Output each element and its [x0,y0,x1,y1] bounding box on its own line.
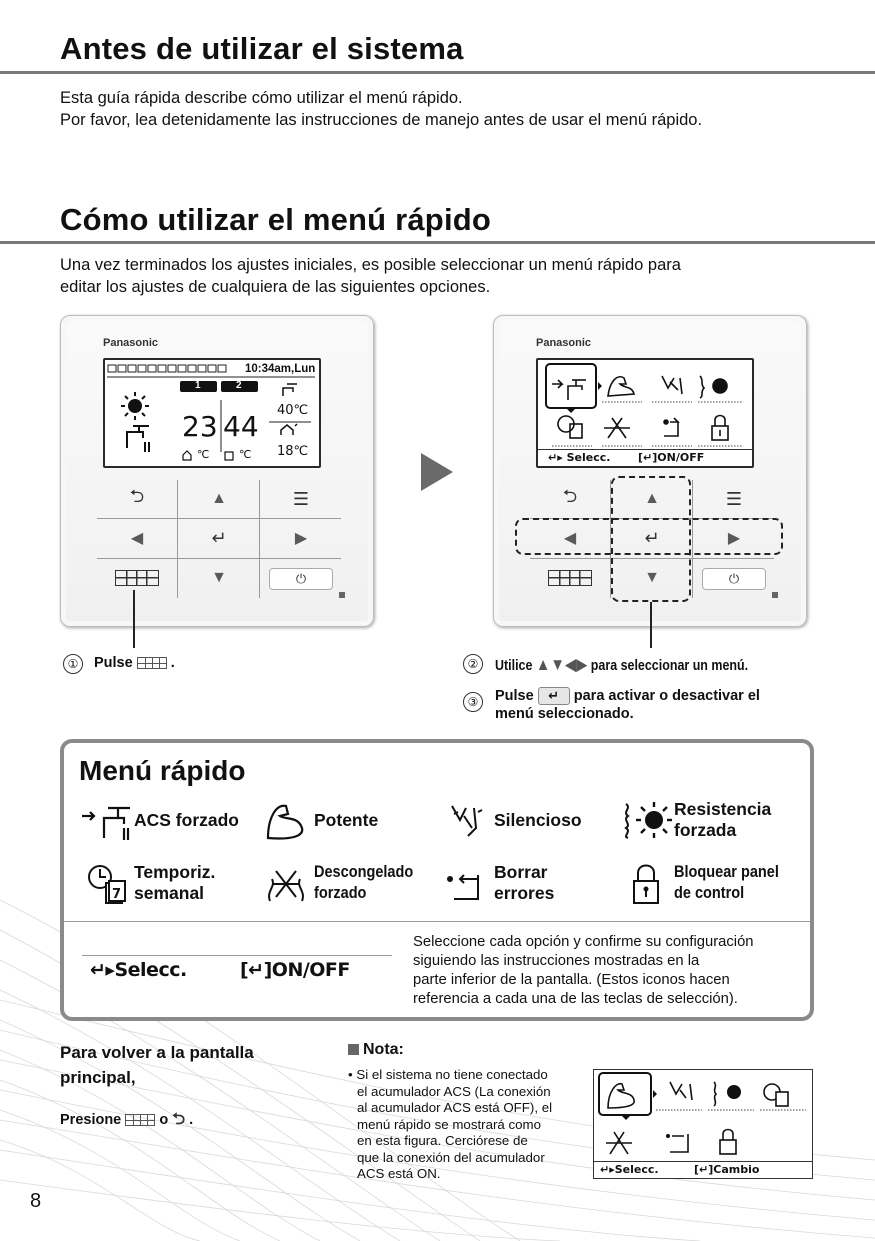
menu-item-lock-panel [618,861,793,905]
lcd-statusbar [538,449,752,466]
intro-line-1: Esta guía rápida describe cómo utilizar el menú rápido. [60,89,463,107]
quick-menu-icon [125,1114,155,1126]
menu-item-dhw-forced [78,798,239,842]
svg-text:7: 7 [112,887,122,902]
menu-item-label: Temporiz. semanal [134,862,216,903]
left-button-right[interactable]: ◀ [563,530,577,547]
power-button[interactable]: ⏻ [269,568,333,590]
tap-icon [127,426,149,452]
note-text: • Si el sistema no tiene conectado el acumulador ACS (La conexión al acumulador ACS está OFF), el menú rápido se mostrará como en esta figura. Cerciórese de que la conexión del acumulador ACS está ON. [348,1067,553,1181]
menu-item-quiet [438,798,582,842]
quick-menu-icon [548,570,592,586]
unit-1: ℃ [197,449,210,461]
left-button[interactable]: ◀ [130,530,144,547]
title-rule-2 [0,241,875,244]
quick-menu-divider [64,921,810,922]
howto-line-1: Una vez terminados los ajustes iniciales, es posible seleccionar un menú rápido para [60,256,681,274]
menu-item-powerful [258,798,378,842]
step-2-text: Utilice ▲▼◀▶ para seleccionar un menú. [495,655,749,674]
lcd-onoff-label: [↵]ON/OFF [638,451,705,464]
power-button-right[interactable]: ⏻ [702,568,766,590]
enter-key-icon: ↵ [538,687,570,705]
step-3-number: ③ [463,692,483,712]
error-reset-icon [438,861,494,905]
menu-item-label: Descongelado forzado [314,863,414,902]
note-lcd-statusbar [594,1161,812,1178]
step-3-text-line2: menú seleccionado. [495,706,634,722]
brand-logo-right: Panasonic [536,337,592,349]
quick-menu-button-right[interactable] [530,559,610,597]
section-title-how-to: Cómo utilizar el menú rápido [60,202,492,237]
lcd-home-screen [103,358,321,468]
step-2-number: ② [463,654,483,674]
quick-menu-icon [115,570,159,586]
weekly-timer-icon [78,861,134,905]
menu-item-weekly-timer [78,861,215,905]
lcd-quick-menu [536,358,754,468]
arm-muscle-icon [258,798,314,842]
quick-menu-description: Seleccione cada opción y confirme su configuración siguiendo las instrucciones mostradas en la parte inferior de la pantalla. (Estos iconos hacen referencia a cada una de las teclas de selección). [413,934,754,1007]
menu-item-label: Potente [314,809,379,830]
down-button-right[interactable]: ▼ [644,569,660,586]
zone-2-badge: 2 [236,380,242,391]
quick-menu-button[interactable] [97,559,177,597]
arrow-keys-icon: ▲▼◀▶ [535,655,588,674]
quiet-hand-icon [438,798,494,842]
enter-button-right[interactable]: ↵ [644,527,660,548]
zone-1-badge: 1 [195,380,201,391]
intro-text [60,87,702,131]
square-bullet-icon [348,1044,359,1055]
note-lcd-icons [594,1070,811,1160]
back-icon: ⮌ [172,1111,186,1128]
menu-item-label: Borrar errores [494,862,555,903]
legend-onoff: [↵]ON/OFF [240,959,350,981]
indoor-house-icon [183,451,191,460]
brand-logo: Panasonic [103,337,159,349]
menu-button-right[interactable]: ☰ [725,488,743,509]
note-lcd-example [593,1069,813,1179]
lcd-clock: 10:34am,Lun [245,363,316,375]
howto-line-2: editar los ajustes de cualquiera de las siguientes opciones. [60,278,491,296]
menu-item-forced-defrost [258,861,427,905]
intro-line-2: Por favor, lea detenidamente las instrucciones de manejo antes de usar el menú rápido. [60,111,703,129]
tank-tap-icon [283,384,297,396]
select-onoff-legend [82,943,392,991]
padlock-icon [618,861,674,905]
page-number: 8 [30,1190,42,1212]
right-button-right[interactable]: ▶ [727,530,741,547]
outdoor-house-icon [281,424,297,435]
step-3-text: Pulse ↵ para activar o desactivar el [495,687,760,704]
quick-menu-icon [137,657,167,669]
note-heading: Nota: [348,1041,404,1059]
callout-line-1 [133,590,135,648]
title-rule [0,71,875,74]
menu-item-forced-heater [618,798,771,842]
status-led-right [772,592,778,598]
zone-2-temp: 44 [223,410,259,443]
dhw-tap-icon [78,798,134,842]
quick-menu-title: Menú rápido [79,755,246,786]
quick-menu-box [60,739,814,1021]
up-button-right[interactable]: ▲ [644,490,660,507]
down-button[interactable]: ▼ [211,569,227,586]
back-button-right[interactable]: ⮌ [562,486,578,506]
defrost-icon [258,861,314,905]
menu-item-label: Bloquear panel de control [674,863,779,902]
controller-left [60,315,374,627]
zone-1-temp: 23 [182,410,218,443]
up-button[interactable]: ▲ [211,490,227,507]
status-led [339,592,345,598]
sun-icon [121,392,149,420]
outdoor-temp: 18℃ [277,444,309,459]
step-1-number: ① [63,654,83,674]
howto-text [60,254,681,298]
menu-item-label: Silencioso [494,809,582,830]
lcd-select-label: ↵▸ Selecc. [548,451,611,464]
room-sensor-icon [225,452,233,460]
arrow-right-icon [421,453,453,491]
heater-sun-icon [618,798,674,842]
unit-2: ℃ [239,449,252,461]
return-home-heading: Para volver a la pantalla principal, [60,1043,254,1087]
menu-item-label: ACS forzado [134,809,239,830]
return-home-instruction: Presione o ⮌ . [60,1111,194,1128]
tank-temp: 40℃ [277,403,309,418]
step-1-text: Pulse . [94,655,175,671]
callout-line-2 [650,602,652,648]
section-title-before-use: Antes de utilizar el sistema [60,31,464,66]
keypad-left [97,480,341,598]
note-lcd-select: ↵▸Selecc. [600,1163,659,1176]
note-lcd-change: [↵]Cambio [694,1163,760,1176]
right-button[interactable]: ▶ [294,530,308,547]
menu-item-label: Resistencia forzada [674,799,772,840]
back-button[interactable]: ⮌ [129,486,145,506]
menu-button[interactable]: ☰ [292,488,310,509]
highlight-leftright [515,518,783,555]
legend-select: ↵▸Selecc. [90,959,187,981]
menu-item-error-reset [438,861,554,905]
enter-button[interactable]: ↵ [211,527,227,548]
